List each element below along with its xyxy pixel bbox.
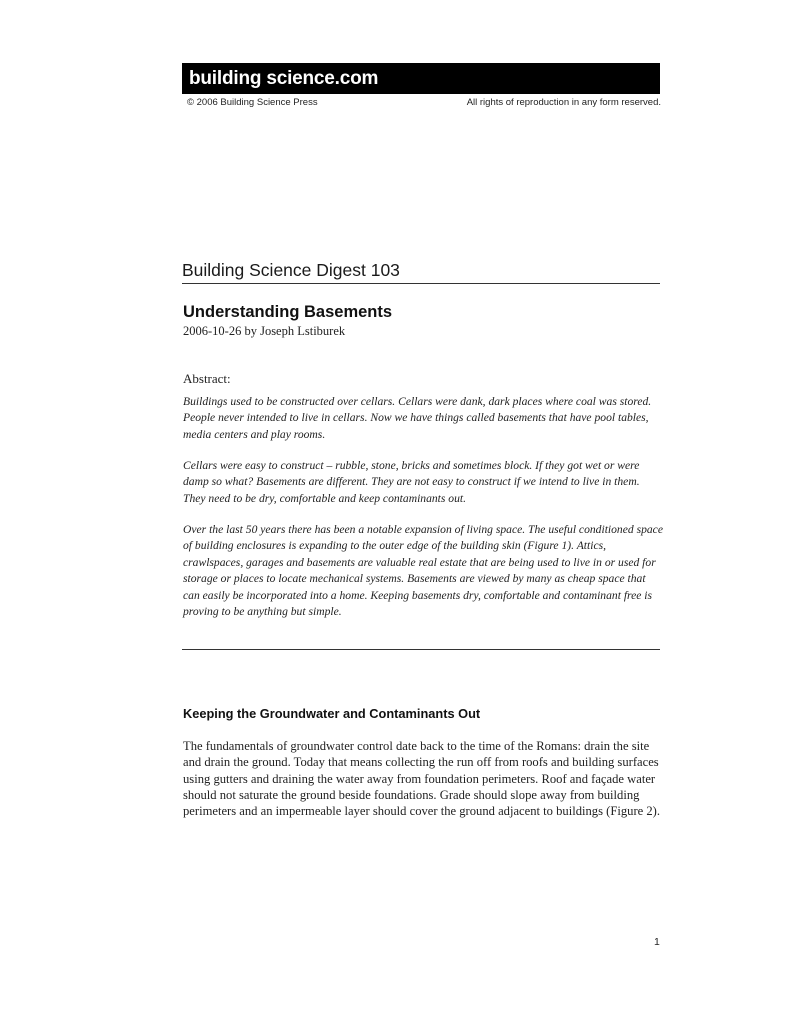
abstract-paragraph: Over the last 50 years there has been a notable expansion of living space. The useful conditioned space of building enclosures is expanding to the outer edge of the building skin (Figure 1). Attics, crawlspaces, garages and basements are valuable real estate that are being used to live in or used for storage or places to locate mechanical systems. Basements are viewed by many as cheap space that can easily be incorporated into a home. Keeping basements dry, comfortable and contaminant free is proving to be anything but simple. bbox=[183, 523, 663, 619]
abstract-paragraph: Cellars were easy to construct – rubble, stone, bricks and sometimes block. If they got wet or were damp so what? Basements are different. They are not easy to construct if we intend to live in them. They need to be dry, comfortable and keep contaminants out. bbox=[183, 459, 640, 505]
section-divider bbox=[182, 649, 660, 650]
page-number: 1 bbox=[654, 936, 660, 948]
digest-title: Building Science Digest 103 bbox=[182, 259, 660, 284]
article-byline: 2006-10-26 by Joseph Lstiburek bbox=[183, 324, 346, 338]
publisher-banner bbox=[182, 63, 660, 94]
abstract-paragraph: Buildings used to be constructed over cellars. Cellars were dank, dark places where coal was stored. People never intended to live in cellars. Now we have things called basements that have pool tables, media centers and play rooms. bbox=[183, 395, 652, 441]
abstract-label: Abstract: bbox=[183, 371, 231, 386]
copyright-notice: © 2006 Building Science Press bbox=[187, 97, 318, 108]
rights-notice: All rights of reproduction in any form reserved. bbox=[466, 97, 661, 108]
section-heading: Keeping the Groundwater and Contaminants Out bbox=[183, 706, 481, 721]
body-paragraph: The fundamentals of groundwater control date back to the time of the Romans: drain the site and drain the ground. Today that means collecting the run off from roofs and building surfaces using gutters and draining the water away from foundation perimeters. Roof and façade water should not saturate the ground beside foundations. Grade should slope away from building perimeters and an impermeable layer should cover the ground adjacent to buildings (Figure 2). bbox=[183, 739, 661, 819]
publisher-name: building science.com bbox=[189, 68, 379, 89]
copyright-row bbox=[187, 97, 661, 108]
article-title: Understanding Basements bbox=[183, 303, 393, 321]
